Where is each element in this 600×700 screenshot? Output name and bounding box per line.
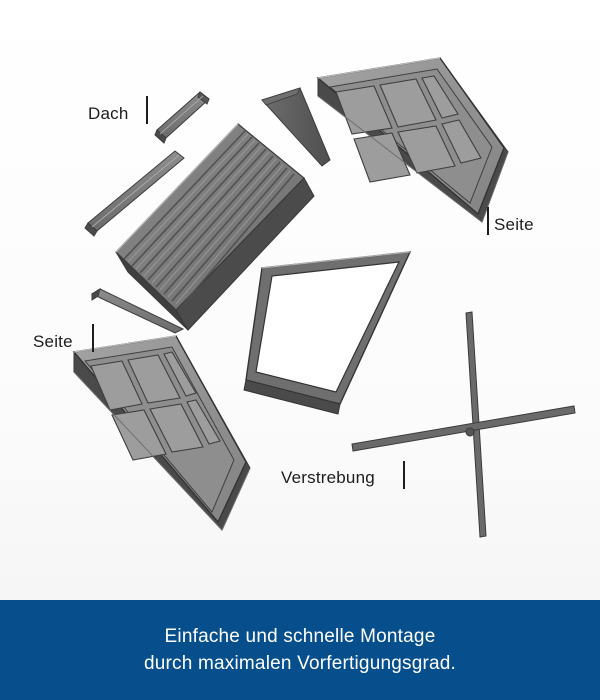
callout-label-seite-left: Seite — [33, 332, 73, 351]
caption-line-2: durch maximalen Vorfertigungsgrad. — [143, 653, 456, 674]
part-side-frame-right — [318, 58, 508, 222]
part-open-frame — [244, 252, 410, 414]
callout-label-dach: Dach — [88, 104, 129, 123]
part-cross-brace — [352, 312, 575, 537]
leader-line-dach — [146, 96, 148, 124]
part-side-frame-left — [74, 336, 250, 530]
callout-label-verstrebung: Verstrebung — [281, 468, 375, 487]
leader-line-seite-left — [92, 324, 94, 352]
leader-line-verstrebung — [403, 461, 405, 489]
part-rail-top-left — [155, 92, 209, 143]
bottom-caption-banner — [0, 600, 600, 700]
caption-line-1: Einfache und schnelle Montage — [164, 626, 436, 647]
callout-label-seite-right: Seite — [494, 215, 534, 234]
leader-line-seite-right — [487, 207, 489, 235]
